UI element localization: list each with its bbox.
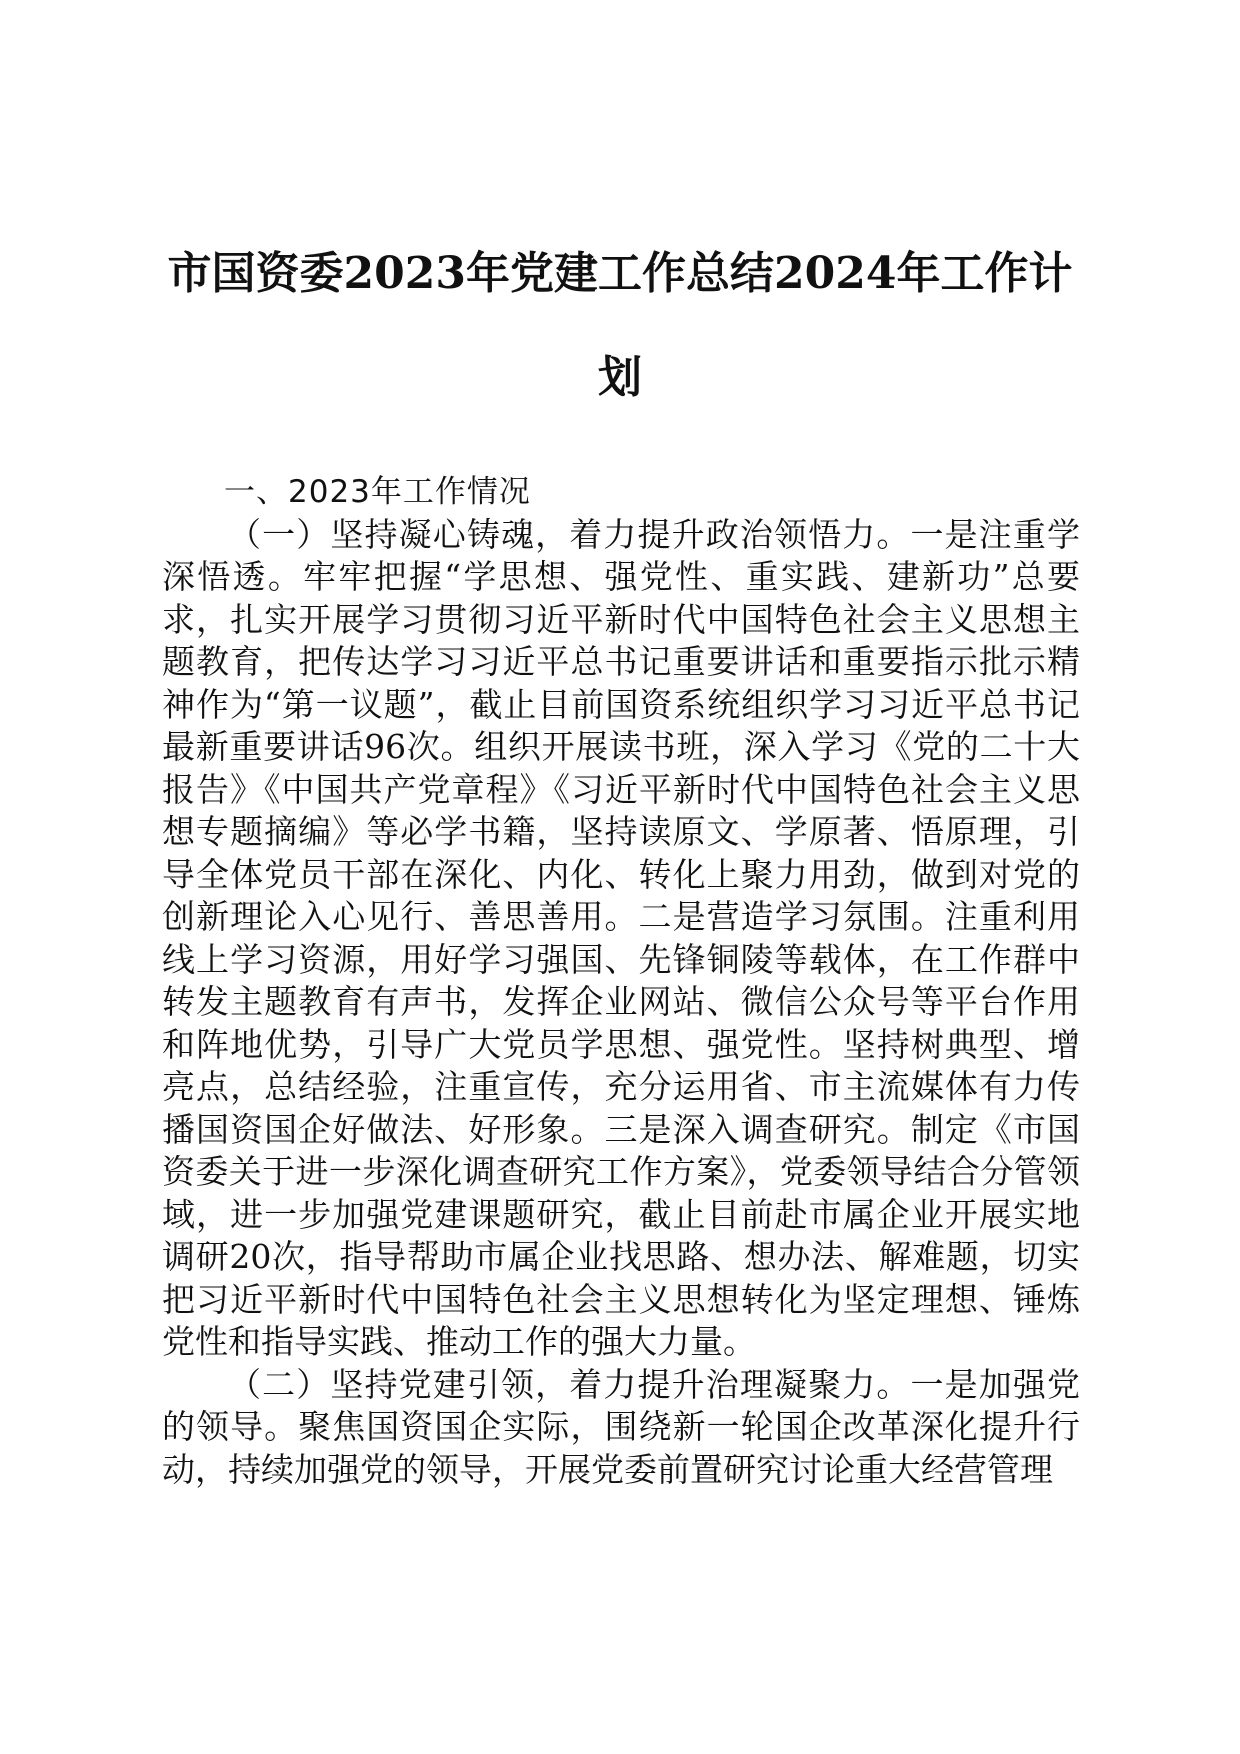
- paragraph-1: （一）坚持凝心铸魂，着力提升政治领悟力。一是注重学深悟透。牢牢把握“学思想、强党性、重实践、建新功”总要求，扎实开展学习贯彻习近平新时代中国特色社会主义思想主题教育，把传达学习习近平总书记重要讲话和重要指示批示精神作为“第一议题”，截止目前国资系统组织学习习近平总书记最新重要讲话96次。组织开展读书班，深入学习《党的二十大报告》《中国共产党章程》《习近平新时代中国特色社会主义思想专题摘编》等必学书籍，坚持读原文、学原著、悟原理，引导全体党员干部在深化、内化、转化上聚力用劲，做到对党的创新理论入心见行、善思善用。二是营造学习氛围。注重利用线上学习资源，用好学习强国、先锋铜陵等载体，在工作群中转发主题教育有声书，发挥企业网站、微信公众号等平台作用和阵地优势，引导广大党员学思想、强党性。坚持树典型、增亮点，总结经验，注重宣传，充分运用省、市主流媒体有力传播国资国企好做法、好形象。三是深入调查研究。制定《市国资委关于进一步深化调查研究工作方案》，党委领导结合分管领域，进一步加强党建课题研究，截止目前赴市属企业开展实地调研20次，指导帮助市属企业找思路、想办法、解难题，切实把习近平新时代中国特色社会主义思想转化为坚定理想、锤炼党性和指导实践、推动工作的强大力量。: [162, 514, 1080, 1361]
- paragraph-2: （二）坚持党建引领，着力提升治理凝聚力。一是加强党的领导。聚焦国资国企实际，围绕新一轮国企改革深化提升行动，持续加强党的领导，开展党委前置研究讨论重大经营管理: [162, 1364, 1080, 1489]
- document-title: 市国资委2023年党建工作总结2024年工作计划: [167, 248, 1073, 403]
- section-heading: 一、2023年工作情况: [224, 474, 531, 510]
- document-body: [162, 471, 1080, 1491]
